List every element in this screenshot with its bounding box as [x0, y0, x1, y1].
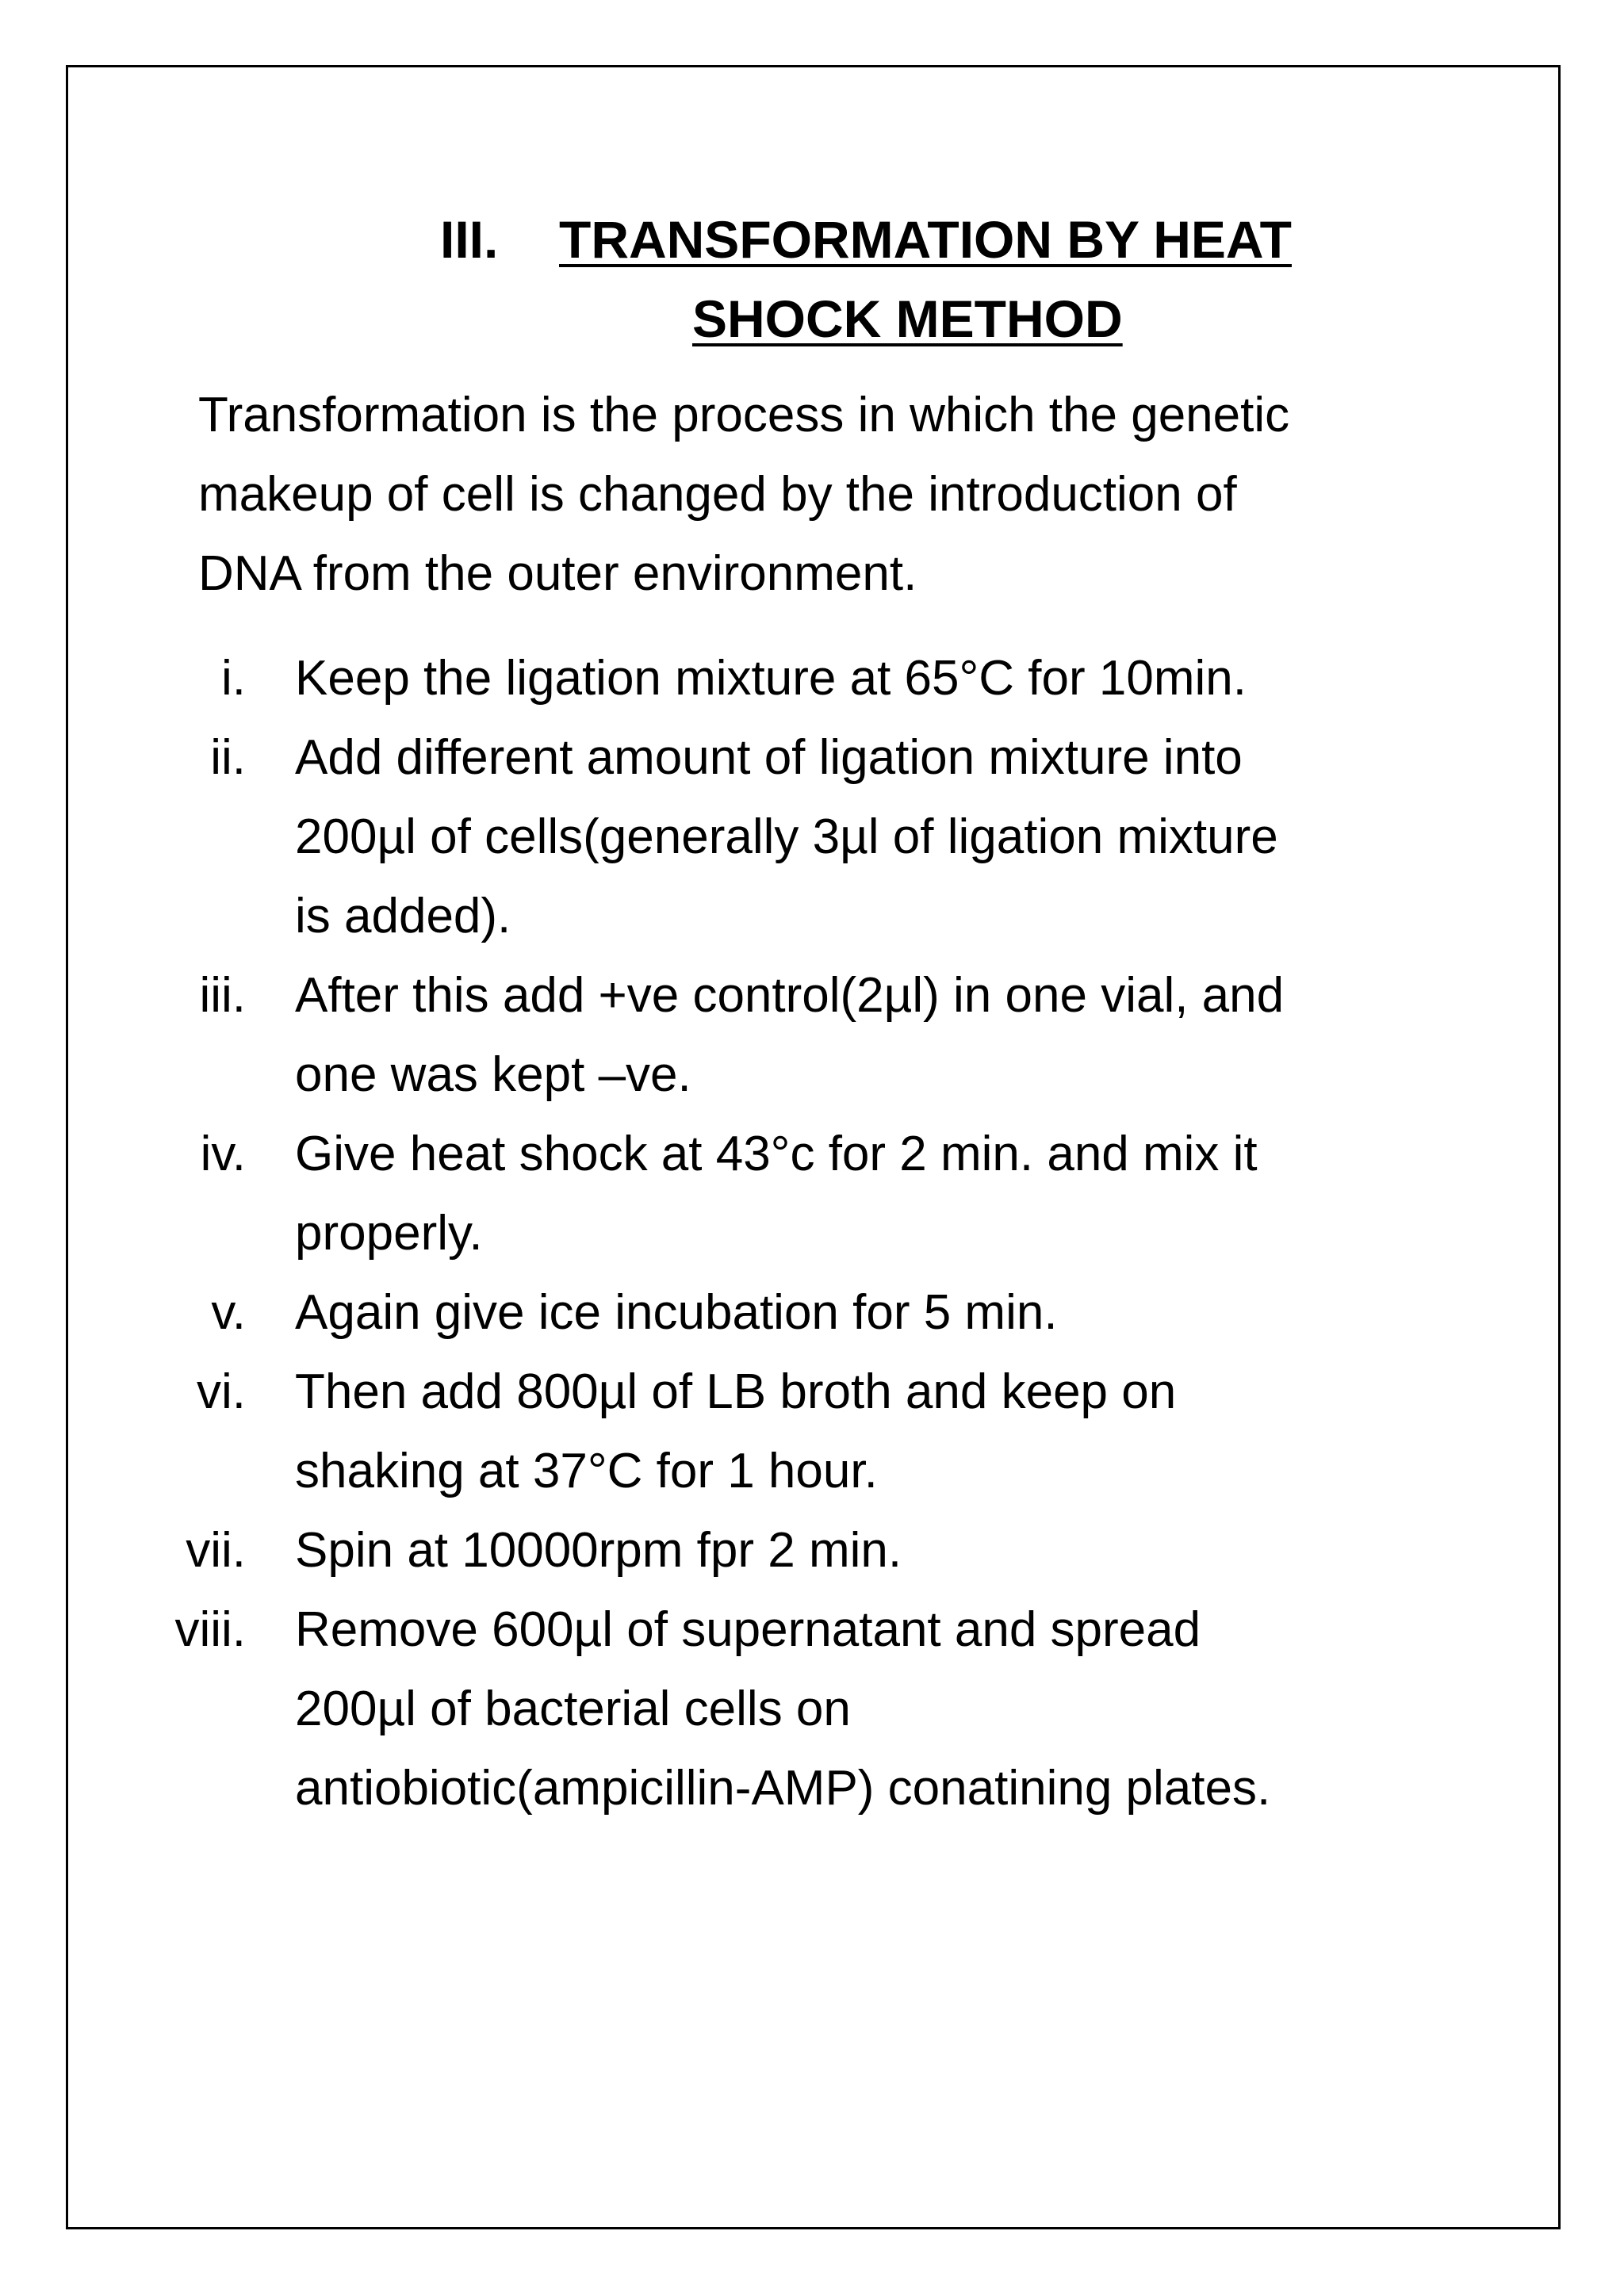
step-line: antiobiotic(ampicillin-AMP) conatining plates.	[295, 1761, 1271, 1816]
step-marker: ii.	[210, 730, 246, 785]
step-line: 200µl of bacterial cells on	[295, 1682, 851, 1736]
step-marker: vi.	[197, 1364, 246, 1419]
intro-paragraph	[198, 376, 1451, 614]
intro-line: DNA from the outer environment.	[198, 546, 917, 601]
step-line: Give heat shock at 43°c for 2 min. and mix it	[295, 1127, 1258, 1181]
step-line: After this add +ve control(2µl) in one vial, and	[295, 968, 1285, 1023]
step-text	[246, 639, 1459, 718]
step-line: Remove 600µl of supernatant and spread	[295, 1602, 1201, 1657]
step-marker: iii.	[199, 968, 246, 1023]
step-item	[143, 1511, 1459, 1590]
step-text	[246, 1511, 1459, 1590]
step-line: Spin at 10000rpm fpr 2 min.	[295, 1523, 902, 1578]
step-item	[143, 718, 1459, 956]
step-item	[143, 639, 1459, 718]
step-line: shaking at 37°C for 1 hour.	[295, 1444, 878, 1498]
step-item	[143, 1590, 1459, 1828]
heading-numeral: III.	[440, 210, 499, 269]
step-text	[246, 1273, 1459, 1353]
step-item	[143, 956, 1459, 1115]
heading-title-line-2: SHOCK METHOD	[692, 289, 1123, 348]
step-item	[143, 1115, 1459, 1273]
heading-line-2	[440, 279, 1292, 358]
intro-line: Transformation is the process in which the genetic	[198, 388, 1290, 442]
step-text	[246, 718, 1459, 956]
step-marker: i.	[221, 651, 246, 706]
step-line: Add different amount of ligation mixture into	[295, 730, 1243, 785]
step-line: Again give ice incubation for 5 min.	[295, 1285, 1058, 1340]
step-item	[143, 1273, 1459, 1353]
step-line: Then add 800µl of LB broth and keep on	[295, 1364, 1177, 1419]
step-marker: v.	[211, 1285, 246, 1340]
step-marker: viii.	[174, 1602, 246, 1657]
step-item	[143, 1353, 1459, 1511]
section-heading	[440, 200, 1292, 358]
step-text	[246, 1590, 1459, 1828]
step-text	[246, 1353, 1459, 1511]
step-line: properly.	[295, 1206, 483, 1261]
heading-line-1	[440, 200, 1292, 279]
step-line: one was kept –ve.	[295, 1047, 691, 1102]
step-line: 200µl of cells(generally 3µl of ligation mixture	[295, 809, 1278, 864]
step-text	[246, 956, 1459, 1115]
heading-title-line-1: TRANSFORMATION BY HEAT	[559, 210, 1292, 269]
step-marker: iv.	[200, 1127, 246, 1181]
step-line: Keep the ligation mixture at 65°C for 10min.	[295, 651, 1247, 706]
step-text	[246, 1115, 1459, 1273]
procedure-steps	[143, 639, 1459, 1828]
step-line: is added).	[295, 889, 511, 943]
step-marker: vii.	[186, 1523, 246, 1578]
intro-line: makeup of cell is changed by the introduction of	[198, 467, 1237, 522]
